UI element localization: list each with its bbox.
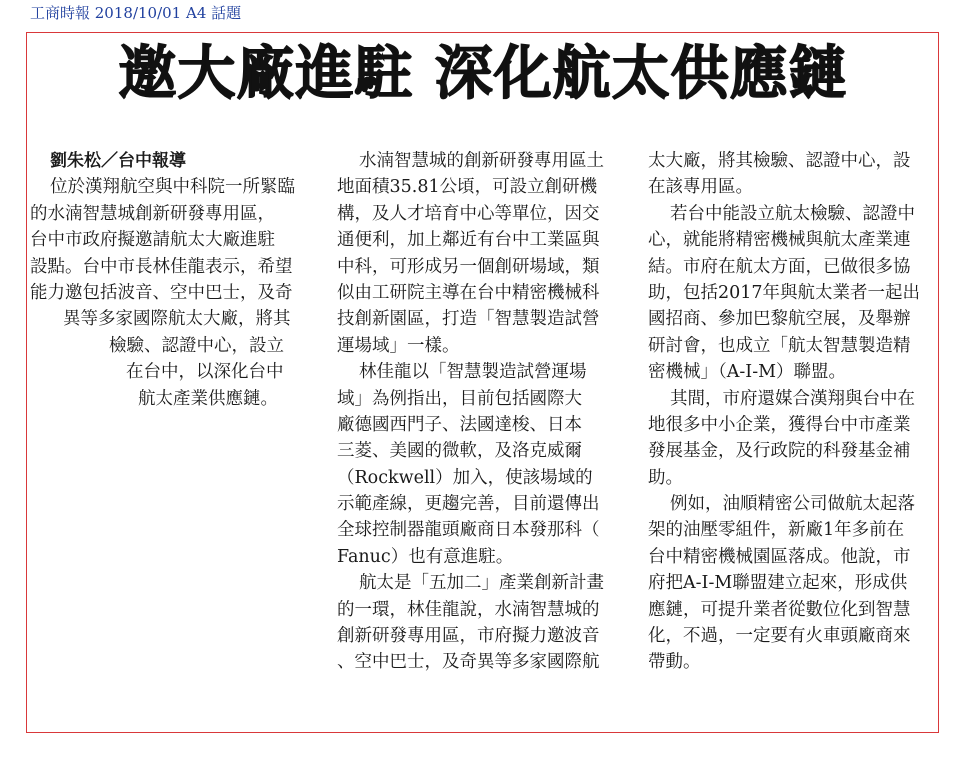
text-line: 通便利，加上鄰近有台中工業區與 — [337, 230, 600, 251]
article-column-3 — [648, 148, 940, 676]
text-line: 國招商、參加巴黎航空展，及舉辦 — [648, 309, 911, 330]
text-line: 架的油壓零組件，新廠1年多前在 — [648, 520, 905, 541]
text-line: 的水湳智慧城創新研發專用區， — [30, 203, 275, 224]
text-line: 心，就能將精密機械與航太產業連 — [648, 230, 911, 251]
text-line: Fanuc）也有意進駐。 — [337, 546, 514, 567]
text-line: 助，包括2017年與航太業者一起出 — [648, 282, 921, 303]
text-line: 太大廠，將其檢驗、認證中心，設 — [648, 151, 911, 171]
text-line: 若台中能設立航太檢驗、認證中 — [670, 203, 915, 224]
text-line: 檢驗、認證中心，設立 — [109, 335, 284, 356]
text-line: 發展基金，及行政院的科發基金補 — [648, 441, 911, 462]
text-line: 府把A-I-M聯盟建立起來，形成供 — [648, 573, 908, 594]
text-line: 的一環，林佳龍說，水湳智慧城的 — [337, 599, 600, 620]
text-line: 運場域」一樣。 — [337, 335, 460, 356]
text-line: 研討會，也成立「航太智慧製造精 — [648, 335, 911, 356]
text-line: 在該專用區。 — [648, 177, 753, 198]
text-line: 帶動。 — [648, 652, 701, 673]
text-line: 應鏈，可提升業者從數位化到智慧 — [648, 599, 911, 620]
text-line: 航太產業供應鏈。 — [138, 388, 278, 409]
text-line: 台中精密機械園區落成。他說，市 — [648, 546, 911, 567]
article-column-1 — [30, 148, 318, 412]
text-line: 其間，市府還媒合漢翔與台中在 — [670, 388, 915, 409]
headline: 邀大廠進駐 深化航太供應鏈 — [118, 39, 848, 107]
text-line: 地面積35.81公頃，可設立創研機 — [337, 177, 598, 198]
text-line: 似由工研院主導在台中精密機械科 — [337, 282, 600, 303]
text-line: （Rockwell）加入，使該場域的 — [337, 467, 593, 488]
text-line: 航太是「五加二」產業創新計畫 — [359, 573, 604, 594]
text-line: 構，及人才培育中心等單位，因交 — [337, 203, 600, 224]
text-line: 廠德國西門子、法國達梭、日本 — [337, 414, 582, 435]
text-line: 地很多中小企業，獲得台中市產業 — [648, 414, 911, 435]
text-line: 異等多家國際航太大廠，將其 — [63, 309, 291, 330]
text-line: 在台中，以深化台中 — [126, 362, 284, 383]
text-line: 能力邀包括波音、空中巴士，及奇 — [30, 282, 293, 303]
source-line: 工商時報 2018/10/01 A4 話題 — [30, 4, 242, 22]
text-line: 技創新園區，打造「智慧製造試營 — [337, 309, 600, 330]
text-line: 中科，可形成另一個創研場域，類 — [337, 256, 600, 277]
text-line: 密機械」（A-I-M）聯盟。 — [648, 362, 847, 383]
byline: 劉朱松／台中報導 — [50, 151, 186, 171]
text-line: 域」為例指出，目前包括國際大 — [337, 388, 582, 409]
text-line: 示範產線，更趨完善，目前還傳出 — [337, 494, 600, 515]
text-line: 創新研發專用區，市府擬力邀波音 — [337, 626, 600, 647]
text-line: 、空中巴士，及奇異等多家國際航 — [337, 652, 600, 673]
text-line: 台中市政府擬邀請航太大廠進駐 — [30, 230, 275, 251]
text-line: 三菱、美國的微軟，及洛克威爾 — [337, 441, 582, 462]
text-line: 林佳龍以「智慧製造試營運場 — [359, 362, 587, 383]
text-line: 位於漢翔航空與中科院一所緊臨 — [50, 177, 295, 198]
text-line: 助。 — [648, 467, 683, 488]
text-line: 設點。台中市長林佳龍表示，希望 — [30, 256, 293, 277]
text-line: 水湳智慧城的創新研發專用區土 — [359, 151, 604, 171]
text-line: 例如，油順精密公司做航太起落 — [670, 494, 915, 515]
text-line: 全球控制器龍頭廠商日本發那科（ — [337, 520, 600, 541]
text-line: 結。市府在航太方面，已做很多協 — [648, 256, 911, 277]
article-column-2 — [337, 148, 629, 676]
text-line: 化，不過，一定要有火車頭廠商來 — [648, 626, 911, 647]
